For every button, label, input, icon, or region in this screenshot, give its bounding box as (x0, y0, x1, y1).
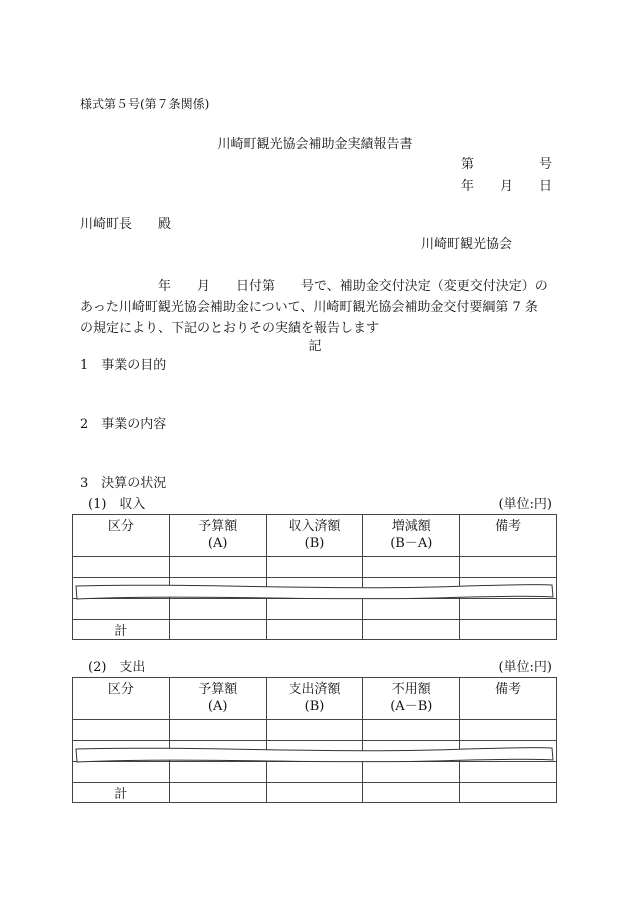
body-line: 年 月 日付第 号で、補助金交付決定（変更交付決定）の (80, 279, 548, 294)
form-number: 様式第５号(第７条関係) (80, 97, 210, 111)
table-row (73, 557, 557, 578)
document-date: 年 月 日 (460, 179, 552, 194)
cell[interactable] (266, 720, 363, 741)
section-content: 2 事業の内容 (80, 417, 167, 432)
cell[interactable] (266, 783, 363, 803)
cell[interactable] (73, 557, 170, 578)
cell[interactable] (460, 620, 557, 640)
cell[interactable] (169, 720, 266, 741)
table-header-row (73, 678, 557, 720)
cell[interactable] (169, 783, 266, 803)
cell[interactable] (266, 620, 363, 640)
body-text (80, 276, 552, 339)
cell[interactable] (363, 557, 460, 578)
header-cell: 予算額 (A) (169, 515, 266, 557)
body-line: あった川崎町観光協会補助金について、川崎町観光協会補助金交付要綱第 7 条 (80, 300, 538, 315)
header-cell: 増減額 (B－A) (363, 515, 460, 557)
cell[interactable] (169, 557, 266, 578)
expense-label: (2) 支出 (88, 660, 146, 675)
expense-unit: (単位:円) (498, 660, 552, 675)
document-number: 第 号 (460, 157, 552, 172)
table-row (73, 720, 557, 741)
body-line: の規定により、下記のとおりその実績を報告します (80, 321, 380, 336)
cell[interactable] (460, 720, 557, 741)
cell[interactable] (460, 783, 557, 803)
expense-table (72, 677, 557, 803)
table-header-row (73, 515, 557, 557)
header-cell: 備考 (460, 515, 557, 557)
total-label: 計 (73, 783, 170, 803)
cell[interactable] (266, 557, 363, 578)
section-purpose: 1 事業の目的 (80, 358, 167, 373)
income-table (72, 514, 557, 640)
cell[interactable] (169, 620, 266, 640)
omission-wave (74, 744, 556, 766)
cell[interactable] (73, 720, 170, 741)
cell[interactable] (460, 557, 557, 578)
sender: 川崎町観光協会 (420, 237, 512, 252)
income-label: (1) 収入 (88, 497, 146, 512)
cell[interactable] (363, 620, 460, 640)
addressee: 川崎町長 殿 (80, 217, 172, 232)
cell[interactable] (363, 720, 460, 741)
total-row (73, 620, 557, 640)
header-cell: 収入済額 (B) (266, 515, 363, 557)
total-label: 計 (73, 620, 170, 640)
ki-heading: 記 (308, 339, 322, 354)
total-row (73, 783, 557, 803)
header-cell: 区分 (73, 515, 170, 557)
header-cell: 予算額 (A) (169, 678, 266, 720)
header-cell: 不用額 (A－B) (363, 678, 460, 720)
income-unit: (単位:円) (498, 497, 552, 512)
section-settlement: 3 決算の状況 (80, 476, 167, 491)
header-cell: 支出済額 (B) (266, 678, 363, 720)
cell[interactable] (363, 783, 460, 803)
header-cell: 備考 (460, 678, 557, 720)
omission-wave (74, 581, 556, 603)
document-title: 川崎町観光協会補助金実績報告書 (217, 137, 413, 152)
header-cell: 区分 (73, 678, 170, 720)
